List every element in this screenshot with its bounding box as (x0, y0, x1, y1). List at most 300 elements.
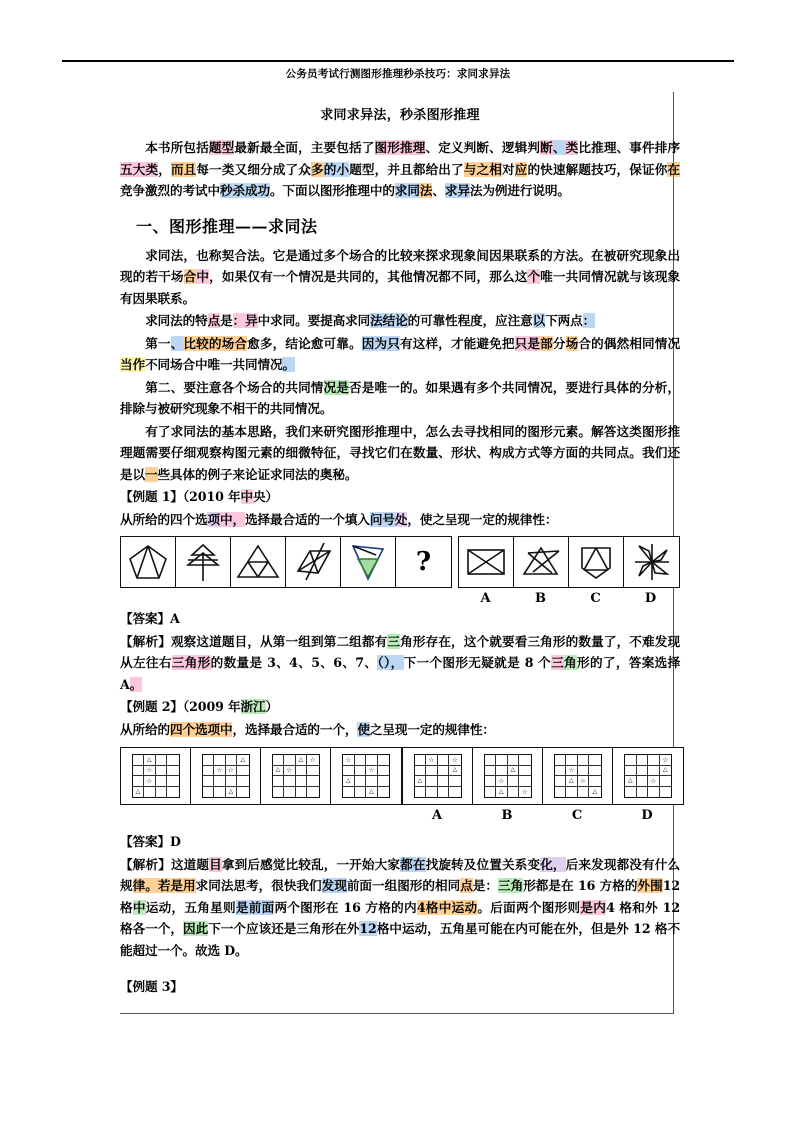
g-cell (578, 787, 590, 798)
ex2-exp-t9: 后来发现都没有什么规 (120, 856, 680, 893)
g-cell (284, 755, 296, 766)
g-cell (156, 766, 168, 777)
g-cell (284, 787, 296, 798)
g-cell (415, 766, 427, 777)
example2-sequence (120, 747, 402, 805)
option-cell-B[interactable] (473, 748, 543, 804)
ex1-exp-t1: 观察这道题目，从第一组到第二组都有 (170, 633, 388, 649)
option-cell-A[interactable] (403, 748, 473, 804)
option-label-C: C (571, 808, 583, 823)
g-cell-triangle (366, 787, 378, 798)
ex2-exp-t10: 律 (132, 878, 146, 893)
document-title: 求同求异法，秒杀图形推理 (320, 108, 480, 123)
ex2-answer-label: 【答案】 (120, 834, 170, 849)
example3-label: 【例题 3】 (120, 979, 183, 994)
ex2-label-t2: 浙江 (240, 699, 266, 714)
s1p2-t12: ： (582, 313, 596, 328)
g-cell (426, 766, 438, 777)
ex2-prompt-t2: 四个选项 (169, 721, 220, 737)
example2-option-labels (402, 808, 684, 823)
ex1-exp-t13: 形的了，答案选择 A (120, 655, 681, 692)
intro-t3: 最新最全面，主要包括了 (234, 140, 375, 155)
ex2-exp-t34: 内 (593, 899, 607, 915)
g-cell (555, 755, 567, 766)
example1-explanation (120, 631, 680, 696)
intro-t11: ， (158, 161, 171, 177)
option-label-B: B (535, 591, 546, 606)
g-cell-star (426, 755, 438, 766)
arrow-tree-triangles-icon (181, 541, 225, 583)
ex2-exp-t15: 发现 (321, 878, 347, 893)
ex2-exp-t37: 下一个应该还是三角形在外 (208, 921, 360, 936)
s1p1-t3: 中 (196, 269, 210, 284)
ex2-exp-t6: 找旋转及位置关系变 (425, 856, 541, 872)
option-label-B: B (501, 808, 513, 823)
s1p2-t4: ： (232, 313, 246, 328)
example1-options (458, 536, 680, 588)
g-cell (660, 776, 672, 787)
ex2-prompt-t1: 从所给的 (120, 721, 170, 737)
g-cell-star (519, 787, 531, 798)
figure-cell-5 (341, 537, 396, 587)
example1-answer (120, 608, 680, 630)
option-cell-C[interactable] (543, 748, 613, 804)
ex1-prompt-t1: 从所给的四个选 (120, 511, 208, 527)
intro-t20: 应 (514, 161, 528, 177)
s1p2-t11: 下两点 (545, 313, 583, 328)
g-cell (589, 776, 601, 787)
ex2-exp-t33: 是 (580, 899, 594, 915)
g-cell (438, 766, 450, 777)
running-head: 公务员考试行测图形推理秒杀技巧：求同求异法 (285, 68, 511, 80)
s1p1-t2: 合 (183, 269, 197, 284)
g-cell (284, 776, 296, 787)
ex1-exp-t5: 角 (184, 655, 198, 670)
s1p3-t8: 有这样，才能避免把 (400, 335, 515, 351)
intro-t9: 比推理、事件排序 (578, 140, 681, 155)
g-cell (214, 776, 226, 787)
section1-paragraph-5 (120, 421, 680, 486)
ex2-exp-t13: 用 (183, 878, 196, 893)
g-cell (625, 766, 637, 777)
section-heading-1: 一、图形推理——求同法 (136, 216, 318, 236)
s1p2-t9: 的可靠性程度，应注意 (407, 313, 533, 328)
s1p1-t6: 唯一共同情况就与该现象有因果联系。 (120, 269, 680, 306)
intro-t2: 题型 (208, 140, 235, 155)
g-cell-triangle (449, 766, 461, 777)
g-cell-triangle (496, 787, 508, 798)
grid-4x4 (202, 754, 250, 798)
g-cell-triangle (296, 755, 308, 766)
ex2-answer-value: D (169, 834, 181, 849)
s1p4-t4: 况 (323, 379, 337, 395)
g-cell (343, 787, 355, 798)
ex2-exp-t19: 三角 (498, 878, 524, 893)
intro-t25: 成功 (244, 183, 270, 198)
g-cell (378, 776, 390, 787)
grid-figure-3 (261, 748, 331, 804)
s1p5-t2: 一 (145, 466, 158, 482)
intro-paragraph (120, 137, 680, 202)
g-cell (355, 755, 367, 766)
star-overlapping-triangles-icon (519, 543, 563, 581)
s1p4-t5: 是 (336, 379, 350, 395)
s1p3-t14: 当作 (120, 357, 145, 372)
g-cell (167, 766, 179, 777)
g-cell (449, 776, 461, 787)
intro-t7: 、 (552, 140, 566, 155)
ex1-exp-t9: ， (390, 655, 404, 670)
g-cell (555, 787, 567, 798)
g-cell (485, 776, 497, 787)
ex1-exp-t12: 角 (564, 655, 577, 670)
example2-label (120, 696, 680, 718)
intro-t23: 竞争激烈的考试中 (120, 183, 220, 198)
s1p5-t1: 有了求同法的基本思路，我们来研究图形推理中，怎么去寻找相同的图形元素。解答这类图形推理题需要仔细观察构图元素的细微特征，寻找它们在数量、形状、构成方式等方面的共同点。我们还是以 (120, 423, 680, 482)
g-cell (296, 787, 308, 798)
intro-t5: 、定义判断、逻辑判 (425, 140, 541, 155)
ex1-prompt-t4: ， (232, 511, 245, 527)
ex1-exp-label: 【解析】 (120, 633, 171, 649)
grid-4x4 (484, 754, 532, 798)
ex2-exp-t31: 运动 (451, 899, 478, 915)
ex2-exp-t5: 在 (412, 856, 426, 872)
g-cell (648, 787, 660, 798)
ex1-exp-t3: 角形存在，这个就要看三角形的数量了，不难发现从左往右 (120, 633, 680, 670)
grid-4x4 (342, 754, 390, 798)
s1p3-t15: 不同场合中唯一共同情况 (145, 357, 283, 372)
intro-t21: 的快速解题技巧，保证你 (527, 161, 668, 177)
grid-figure-4 (331, 748, 401, 804)
g-cell-star (226, 766, 238, 777)
s1p3-t10: 部 (540, 335, 553, 351)
g-cell (237, 766, 249, 777)
figure-cell-3 (231, 537, 286, 587)
g-cell (378, 787, 390, 798)
g-cell (555, 776, 567, 787)
option-cell-A[interactable] (459, 537, 514, 587)
g-cell (637, 776, 649, 787)
intro-t30: 求异 (444, 183, 470, 198)
g-cell (625, 755, 637, 766)
g-cell-triangle (343, 776, 355, 787)
intro-t6: 断 (540, 140, 553, 155)
s1p5-t3: 些具体的例子来论证求同法的奥秘。 (157, 466, 358, 482)
g-cell (578, 766, 590, 777)
section1-paragraph-1 (120, 245, 680, 310)
g-cell (156, 776, 168, 787)
option-cell-D[interactable] (624, 537, 679, 587)
intro-t13: 每一类又细分成了众 (196, 161, 311, 177)
s1p1-t4: ，如果仅有一个情况是共同的，其他情况都不同，那么这 (209, 269, 528, 284)
g-cell-triangle (566, 776, 578, 787)
ex2-exp-t22: 12 格 (120, 878, 681, 915)
option-label-C: C (590, 591, 601, 606)
grid-4x4 (624, 754, 672, 798)
s1p3-t9: 只是 (514, 335, 541, 351)
intro-t4: 图形推理 (374, 140, 426, 155)
ex1-exp-t2: 三 (387, 633, 401, 649)
intro-t26: 。下面以图形推理中的 (269, 183, 395, 198)
s1p4-t3: 要注意各个场合的共同情 (183, 379, 324, 395)
intro-t18: 与之相 (463, 161, 502, 177)
g-cell-triangle (237, 755, 249, 766)
example2-answer (120, 831, 680, 853)
ex2-exp-t35: 4 格和外 12 格各一个， (120, 899, 680, 936)
ex2-exp-t36: 因此 (183, 921, 209, 936)
g-cell (438, 776, 450, 787)
ex2-exp-t3: 拿到后感觉比较乱，一开始大家 (221, 856, 401, 872)
g-cell-triangle (144, 755, 156, 766)
ex2-exp-t17: 点 (460, 878, 473, 893)
option-label-A: A (480, 591, 491, 606)
ex2-exp-t2: 目 (209, 856, 222, 872)
intro-t17: 题型，并且都给出了 (349, 161, 464, 177)
s1p2-t3: 是 (220, 313, 233, 328)
option-cell-B[interactable] (514, 537, 569, 587)
ex2-prompt-t6: 之呈现一定的规律性： (369, 721, 495, 737)
ex2-exp-t29: 格 (425, 899, 439, 915)
ex1-prompt-t3: 中 (219, 511, 233, 527)
ex2-exp-t26: 前面 (248, 899, 275, 915)
s1p3-t2: 、 (170, 335, 184, 351)
s1p3-t13: 合的偶然相同情况 (578, 335, 681, 351)
intro-t19: 对 (501, 161, 515, 177)
intro-t31: 法为例进行说明。 (469, 183, 570, 198)
s1p3-t11: 分 (552, 335, 566, 351)
ex2-exp-t1: 这道题 (170, 856, 210, 872)
intro-t1: 本书所包括 (145, 140, 209, 155)
ex2-label-t1: 【例题 2】（2009 年 (120, 699, 241, 714)
g-cell-star (578, 776, 590, 787)
g-cell (648, 766, 660, 777)
option-cell-D[interactable] (613, 748, 683, 804)
header-rule (62, 60, 734, 62)
intro-t12: 而且 (170, 161, 197, 177)
g-cell (214, 787, 226, 798)
ex2-exp-t14: 求同法思考，很快我们 (195, 878, 322, 893)
intro-t22: 在 (667, 161, 680, 177)
ex2-exp-t18: 是： (472, 878, 498, 893)
g-cell-star (284, 766, 296, 777)
g-cell-star (648, 776, 660, 787)
s1p3-t16: 。 (282, 357, 295, 372)
g-cell (203, 776, 215, 787)
figure-cell-4 (286, 537, 341, 587)
s1p2-t2: 点 (207, 313, 221, 328)
g-cell (203, 787, 215, 798)
g-cell-star (144, 766, 156, 777)
s1p4-t1: 第二 (145, 379, 171, 395)
g-cell-star (144, 776, 156, 787)
g-cell-triangle (415, 776, 427, 787)
example1-sequence (120, 536, 452, 588)
document-body (120, 96, 680, 999)
g-cell (343, 766, 355, 777)
g-cell (637, 787, 649, 798)
ex2-prompt-t5: 使 (357, 721, 370, 737)
g-cell (637, 755, 649, 766)
g-cell (203, 766, 215, 777)
ex1-prompt-t6: 问 (369, 511, 383, 527)
g-cell (307, 787, 319, 798)
grid-4x4 (554, 754, 602, 798)
g-cell (438, 755, 450, 766)
ex1-label-t1: 【例题 1】（2010 年 (120, 489, 241, 504)
g-cell (485, 766, 497, 777)
s1p2-t7: 法 (370, 313, 383, 328)
section1-paragraph-3 (120, 333, 680, 376)
grid-figure-1 (121, 748, 191, 804)
ex2-exp-t7: 化 (540, 856, 553, 872)
ex2-exp-t30: 中 (438, 899, 452, 915)
g-cell (578, 755, 590, 766)
g-cell (415, 755, 427, 766)
spacer (120, 962, 680, 976)
parallelogram-with-diagonals-icon (290, 541, 336, 583)
g-cell-star (566, 766, 578, 777)
grid-4x4 (132, 754, 180, 798)
figure-cell-question (396, 537, 451, 587)
g-cell (555, 766, 567, 777)
grid-figure-2 (191, 748, 261, 804)
option-cell-C[interactable] (569, 537, 624, 587)
g-cell (660, 787, 672, 798)
g-cell (426, 776, 438, 787)
intro-t8: 类 (565, 140, 579, 155)
section1-paragraph-4 (120, 377, 680, 420)
g-cell (589, 755, 601, 766)
g-cell (214, 755, 226, 766)
g-cell-triangle (508, 766, 520, 777)
g-cell-triangle (273, 766, 285, 777)
ex2-exp-t12: 若是 (157, 878, 184, 893)
g-cell-triangle (133, 787, 145, 798)
intro-t14: 多 (310, 161, 324, 177)
g-cell-star (449, 755, 461, 766)
g-cell (167, 787, 179, 798)
example1-option-labels (458, 591, 680, 606)
ex2-exp-t24: 运动，五角星则 (145, 899, 236, 915)
intro-t15: 的 (323, 161, 337, 177)
ex1-exp-t10: 下一个图形无疑就是 8 个 (403, 655, 552, 670)
ex2-exp-t8: ， (552, 856, 566, 872)
g-cell-triangle (625, 776, 637, 787)
s1p3-t3: 比较的 (183, 335, 222, 351)
g-cell-triangle (660, 766, 672, 777)
ex1-label-t2: 中 (240, 489, 254, 504)
g-cell (307, 776, 319, 787)
ex2-exp-t20: 形都是在 16 方格的 (523, 878, 638, 893)
s1p2-t6: 中求同。要提高求同 (257, 313, 371, 328)
s1p2-t10: 以 (532, 313, 546, 328)
g-cell (508, 755, 520, 766)
g-cell (519, 776, 531, 787)
g-cell (296, 776, 308, 787)
example2-figure-row (120, 747, 680, 823)
s1p3-t6: 因为 (361, 335, 388, 351)
g-cell (496, 766, 508, 777)
g-cell (366, 755, 378, 766)
g-cell (237, 787, 249, 798)
ex2-exp-t11: 。 (145, 878, 158, 893)
s1p3-t1: 第一 (145, 335, 171, 351)
s1p3-t5: 愈多，结论愈可靠。 (247, 335, 362, 351)
g-cell (366, 776, 378, 787)
rectangle-with-x-cross-icon (465, 546, 507, 578)
figure-cell-2 (176, 537, 231, 587)
ex2-exp-t32: 。后面两个图形则 (477, 899, 581, 915)
ex2-prompt-t3: 中 (219, 721, 233, 737)
triangle-with-inner-triangles-icon (235, 543, 281, 581)
g-cell (133, 766, 145, 777)
ex2-exp-t27: 两个图形在 16 方格的内 (274, 899, 417, 915)
intro-t16: 小 (336, 161, 350, 177)
g-cell (415, 787, 427, 798)
g-cell (167, 755, 179, 766)
s1p3-t7: 只 (387, 335, 400, 351)
s1p3-t4: 场合 (221, 335, 248, 351)
section1-paragraph-2 (120, 310, 680, 332)
g-cell (449, 787, 461, 798)
g-cell (508, 776, 520, 787)
six-pointed-pinwheel-icon (631, 542, 673, 582)
g-cell (426, 787, 438, 798)
g-cell (355, 776, 367, 787)
g-cell (133, 755, 145, 766)
g-cell (133, 776, 145, 787)
g-cell (226, 776, 238, 787)
g-cell (237, 776, 249, 787)
ex2-label-t3: ） (265, 699, 279, 714)
s1p1-t5: 个 (527, 269, 541, 284)
g-cell (156, 755, 168, 766)
ex1-prompt-t7: 号 (382, 511, 395, 527)
g-cell (485, 755, 497, 766)
intro-t28: 法 (419, 183, 433, 198)
s1p4-t2: 、 (170, 379, 184, 395)
ex1-answer-label: 【答案】 (120, 611, 170, 626)
s1p4-t6: 否是唯一的。如果遇有多个共同情况，要进行具体的分析，排除与被研究现象不相干的共同情况。 (120, 379, 681, 416)
g-cell (273, 787, 285, 798)
option-label-D: D (641, 808, 653, 823)
example1-figure-row (120, 536, 680, 606)
intro-t10: 五大类 (120, 161, 159, 177)
g-cell (144, 787, 156, 798)
g-cell (637, 766, 649, 777)
g-cell (589, 766, 601, 777)
option-label-A: A (431, 808, 443, 823)
ex2-exp-t16: 前面一组图形的相同 (346, 878, 461, 893)
intro-t24: 秒杀 (219, 183, 245, 198)
g-cell-star (496, 776, 508, 787)
pentagon-with-inner-trapezoid-icon (576, 542, 616, 582)
g-cell-star (366, 766, 378, 777)
example2-options (402, 747, 684, 805)
s1p2-t5: 异 (245, 313, 258, 328)
ex2-prompt-t4: ，选择最合适的一个， (232, 721, 358, 737)
g-cell (167, 776, 179, 787)
s1p3-t12: 场 (565, 335, 579, 351)
ex1-exp-t14: 。 (129, 676, 143, 692)
g-cell (273, 755, 285, 766)
ex1-exp-t7: 的数量是 3、4、5、6、7、 (210, 655, 378, 670)
ex2-exp-t25: 是 (235, 899, 249, 915)
g-cell (519, 766, 531, 777)
grid-4x4 (272, 754, 320, 798)
ex1-prompt-t5: 选择最合适的一个填入 (244, 511, 370, 527)
grid-4x4 (414, 754, 462, 798)
